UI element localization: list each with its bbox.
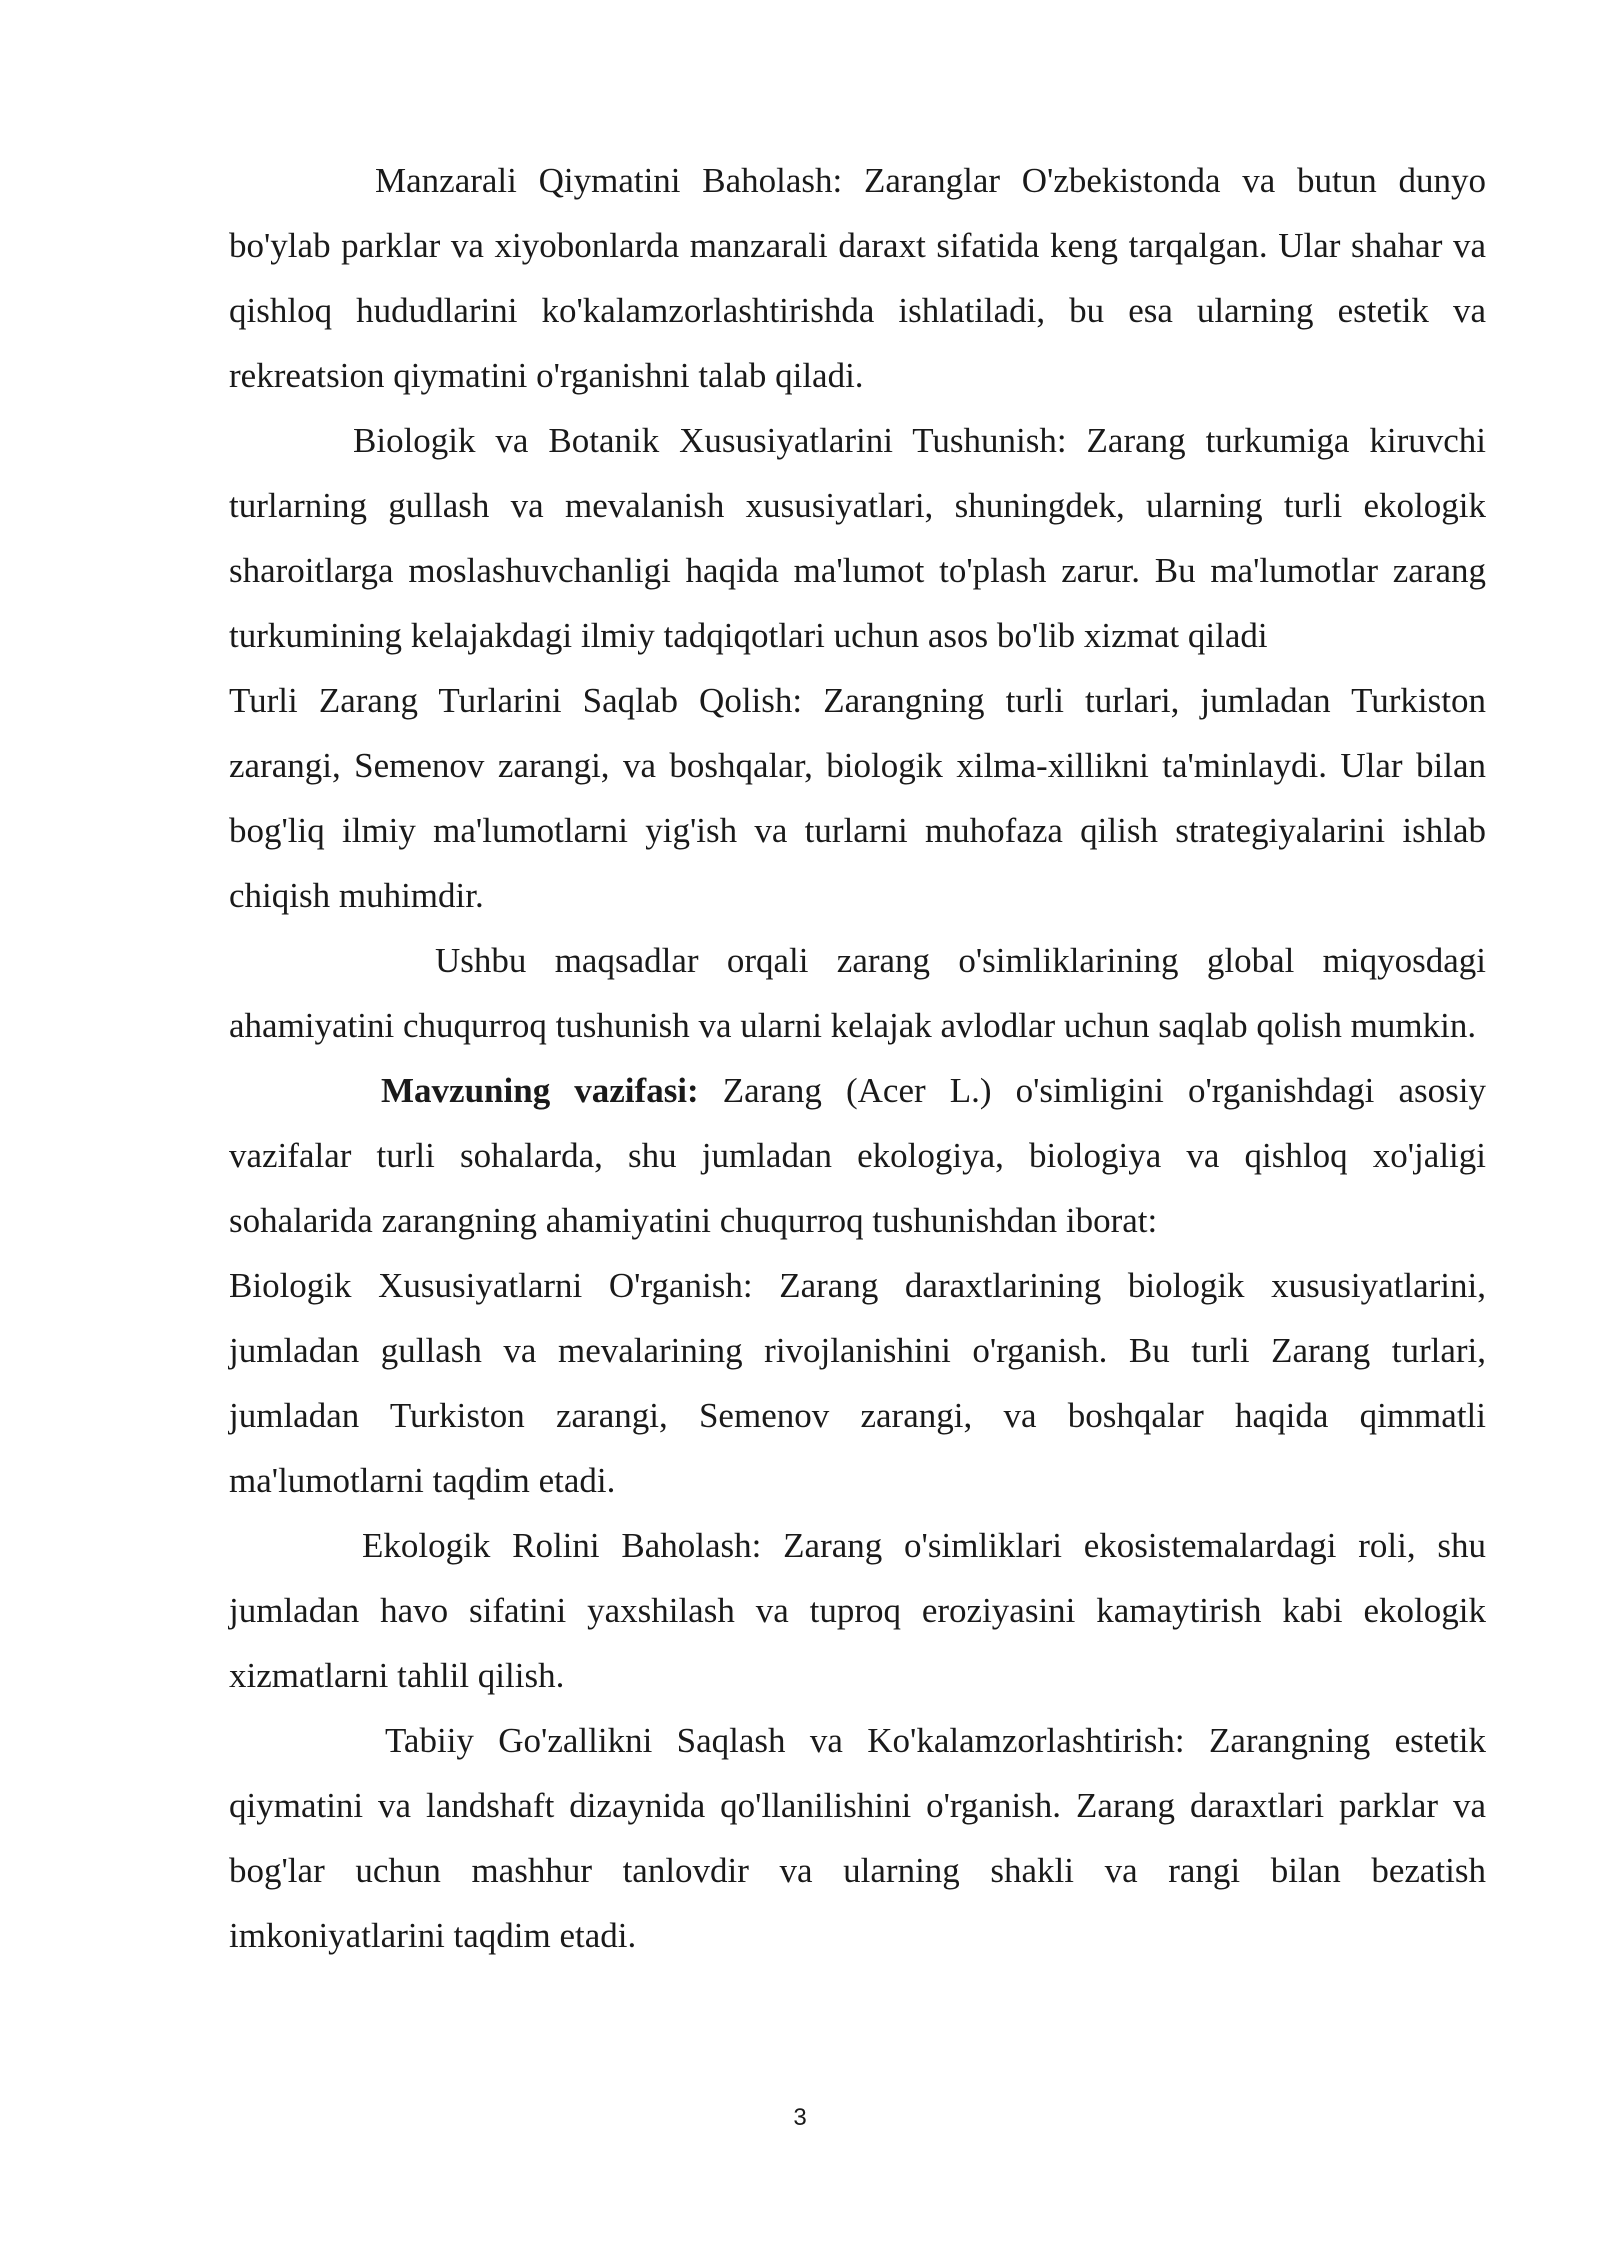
paragraph-text: Turli Zarang Turlarini Saqlab Qolish: Zarangning turli turlari, jumladan Turkiston zarangi, Semenov zarangi, va boshqalar, biologik xilma-xillikni ta'minlaydi. Ular bilan bog'liq ilmiy ma'lumotlarni yig'ish va turlarni muhofaza qilish strategiyalarini ishlab chiqish muhimdir. <box>229 681 1486 915</box>
paragraph-ekologik-rol <box>229 1513 1486 1708</box>
paragraph-biologik-botanik <box>229 408 1486 668</box>
paragraph-text: Manzarali Qiymatini Baholash: Zaranglar O'zbekistonda va butun dunyo bo'ylab parklar va xiyobonlarda manzarali daraxt sifatida keng tarqalgan. Ular shahar va qishloq hududlarini ko'kalamzorlashtirishda ishlatiladi, bu esa ularning estetik va rekreatsion qiymatini o'rganishni talab qiladi. <box>229 161 1486 395</box>
paragraph-manzarali <box>229 148 1486 408</box>
paragraph-mavzuning-vazifasi <box>229 1058 1486 1253</box>
paragraph-biologik-xususiyatlar <box>229 1253 1486 1513</box>
paragraph-tabiiy-gozallik <box>229 1708 1486 1968</box>
section-heading: Mavzuning vazifasi: <box>381 1071 699 1110</box>
paragraph-text: Ushbu maqsadlar orqali zarang o'simliklarining global miqyosdagi ahamiyatini chuqurroq tushunish va ularni kelajak avlodlar uchun saqlab qolish mumkin. <box>229 941 1486 1045</box>
paragraph-text: Biologik va Botanik Xususiyatlarini Tushunish: Zarang turkumiga kiruvchi turlarning gullash va mevalanish xususiyatlari, shuningdek, ularning turli ekologik sharoitlarga moslashuvchanligi haqida ma'lumot to'plash zarur. Bu ma'lumotlar zarang turkumining kelajakdagi ilmiy tadqiqotlari uchun asos bo'lib xizmat qiladi <box>229 421 1486 655</box>
paragraph-ushbu-maqsadlar <box>229 928 1486 1058</box>
paragraph-text: Zarang (Acer L.) o'simligini o'rganishdagi asosiy vazifalar turli sohalarda, shu jumladan ekologiya, biologiya va qishloq xo'jaligi sohalarida zarangning ahamiyatini chuqurroq tushunishdan iborat: <box>229 1071 1486 1240</box>
page-number: 3 <box>793 2104 807 2131</box>
paragraph-turli-zarang <box>229 668 1486 928</box>
paragraph-text: Tabiiy Go'zallikni Saqlash va Ko'kalamzorlashtirish: Zarangning estetik qiymatini va landshaft dizaynida qo'llanilishini o'rganish. Zarang daraxtlari parklar va bog'lar uchun mashhur tanlovdir va ularning shakli va rangi bilan bezatish imkoniyatlarini taqdim etadi. <box>229 1721 1486 1955</box>
page-content <box>229 148 1486 1968</box>
paragraph-text: Biologik Xususiyatlarni O'rganish: Zarang daraxtlarining biologik xususiyatlarini, jumladan gullash va mevalarining rivojlanishini o'rganish. Bu turli Zarang turlari, jumladan Turkiston zarangi, Semenov zarangi, va boshqalar haqida qimmatli ma'lumotlarni taqdim etadi. <box>229 1266 1486 1500</box>
paragraph-text: Ekologik Rolini Baholash: Zarang o'simliklari ekosistemalardagi roli, shu jumladan havo sifatini yaxshilash va tuproq eroziyasini kamaytirish kabi ekologik xizmatlarni tahlil qilish. <box>229 1526 1486 1695</box>
